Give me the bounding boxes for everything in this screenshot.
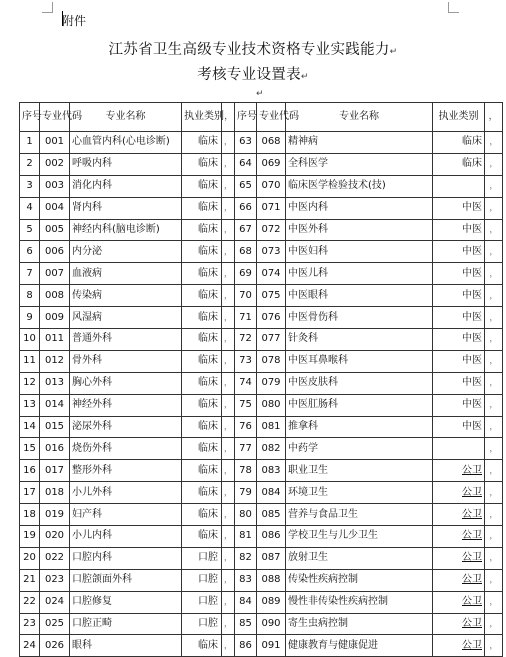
cell-no[interactable]: 7 [20, 263, 40, 285]
cell-name[interactable]: 神经外科 [70, 394, 182, 416]
cell-category[interactable]: 临床 [182, 350, 222, 372]
cell-no-right[interactable]: 81 [235, 526, 257, 548]
cell-code-right[interactable]: 079 [257, 372, 286, 394]
cell-mark-right[interactable]: ， [485, 482, 503, 504]
header-mark-right[interactable]: ， [485, 103, 503, 132]
header-name-right[interactable]: 专业名称 [286, 103, 433, 132]
cell-no-right[interactable]: 64 [235, 153, 257, 175]
cell-mark-right[interactable]: ， [485, 219, 503, 241]
cell-mark-right[interactable]: ， [485, 285, 503, 307]
cell-code[interactable]: 025 [40, 613, 70, 635]
cell-no[interactable]: 11 [20, 350, 40, 372]
cell-mark[interactable]: ， [222, 350, 235, 372]
cell-code-right[interactable]: 091 [257, 635, 286, 657]
cell-code[interactable]: 017 [40, 460, 70, 482]
cell-name[interactable]: 普通外科 [70, 329, 182, 351]
table-row [20, 547, 503, 569]
cell-code[interactable]: 012 [40, 350, 70, 372]
cell-code[interactable]: 009 [40, 307, 70, 329]
cell-name[interactable]: 心血管内科(心电诊断) [70, 132, 182, 154]
cell-category-right[interactable]: 中医 [433, 285, 485, 307]
cell-name-right[interactable]: 职业卫生 [286, 460, 433, 482]
cell-category-right[interactable]: 公卫 [433, 635, 485, 657]
cell-mark-right[interactable]: ， [485, 175, 503, 197]
table-row [20, 504, 503, 526]
table-row [20, 460, 503, 482]
title-line1-text: 江苏省卫生高级专业技术资格专业实践能力 [108, 42, 390, 58]
cell-no[interactable]: 6 [20, 241, 40, 263]
cell-no-right[interactable]: 74 [235, 372, 257, 394]
cell-mark[interactable]: ， [222, 569, 235, 591]
cell-mark[interactable]: ， [222, 307, 235, 329]
header-code[interactable]: 专业代码 [40, 103, 70, 132]
cell-code-right[interactable]: 069 [257, 153, 286, 175]
cell-mark-right[interactable]: ， [485, 132, 503, 154]
cell-mark-right[interactable]: ， [485, 547, 503, 569]
header-mark[interactable]: ， [222, 103, 235, 132]
cell-name-right[interactable]: 传染性疾病控制 [286, 569, 433, 591]
cell-no-right[interactable]: 83 [235, 569, 257, 591]
cell-mark[interactable]: ， [222, 526, 235, 548]
cell-code-right[interactable]: 085 [257, 504, 286, 526]
cell-name[interactable]: 口腔内科 [70, 547, 182, 569]
cell-no-right[interactable]: 66 [235, 197, 257, 219]
cell-category-right[interactable]: 临床 [433, 132, 485, 154]
cell-category[interactable]: 临床 [182, 635, 222, 657]
cell-category[interactable]: 临床 [182, 329, 222, 351]
cell-mark-right[interactable]: ， [485, 613, 503, 635]
title-line2-text: 考核专业设置表 [197, 67, 301, 83]
cell-mark-right[interactable]: ， [485, 526, 503, 548]
cell-code[interactable]: 013 [40, 372, 70, 394]
cell-name[interactable]: 风湿病 [70, 307, 182, 329]
cell-category-right[interactable]: 中医 [433, 372, 485, 394]
cell-mark-right[interactable]: ， [485, 416, 503, 438]
cell-mark[interactable]: ， [222, 329, 235, 351]
cell-mark-right[interactable]: ， [485, 307, 503, 329]
cell-no[interactable]: 10 [20, 329, 40, 351]
cell-code-right[interactable]: 073 [257, 241, 286, 263]
cell-no[interactable]: 3 [20, 175, 40, 197]
cell-name[interactable]: 小儿内科 [70, 526, 182, 548]
cell-no-right[interactable]: 63 [235, 132, 257, 154]
table-header-row [20, 103, 503, 132]
cell-mark[interactable]: ， [222, 153, 235, 175]
cell-code-right[interactable]: 074 [257, 263, 286, 285]
cell-category[interactable]: 临床 [182, 416, 222, 438]
cell-category-right[interactable]: 公卫 [433, 569, 485, 591]
cell-category-right[interactable]: 中医 [433, 329, 485, 351]
cell-name-right[interactable]: 全科医学 [286, 153, 433, 175]
cell-no[interactable]: 14 [20, 416, 40, 438]
cell-name[interactable]: 烧伤外科 [70, 438, 182, 460]
cell-code-right[interactable]: 082 [257, 438, 286, 460]
cell-no[interactable]: 1 [20, 132, 40, 154]
paragraph-mark-icon: ↵ [300, 72, 309, 82]
header-no[interactable]: 序号 [20, 103, 40, 132]
cell-category[interactable]: 临床 [182, 460, 222, 482]
cell-category[interactable]: 临床 [182, 153, 222, 175]
cell-mark-right[interactable]: ， [485, 569, 503, 591]
cell-no-right[interactable]: 86 [235, 635, 257, 657]
cell-category[interactable]: 临床 [182, 504, 222, 526]
cell-category-right[interactable]: 公卫 [433, 526, 485, 548]
cell-code[interactable]: 014 [40, 394, 70, 416]
cell-mark[interactable]: ， [222, 241, 235, 263]
document-title-line1[interactable] [0, 38, 506, 59]
table-row [20, 219, 503, 241]
cell-name[interactable]: 妇产科 [70, 504, 182, 526]
cell-code-right[interactable]: 081 [257, 416, 286, 438]
cell-code[interactable]: 008 [40, 285, 70, 307]
cell-code-right[interactable]: 077 [257, 329, 286, 351]
cell-code-right[interactable]: 078 [257, 350, 286, 372]
cell-code-right[interactable]: 090 [257, 613, 286, 635]
cell-no-right[interactable]: 79 [235, 482, 257, 504]
cell-category-right[interactable]: 中医 [433, 263, 485, 285]
cell-category[interactable]: 口腔 [182, 613, 222, 635]
cell-code-right[interactable]: 083 [257, 460, 286, 482]
cell-category-right[interactable]: 公卫 [433, 613, 485, 635]
cell-no[interactable]: 20 [20, 547, 40, 569]
cell-code-right[interactable]: 072 [257, 219, 286, 241]
cell-no[interactable]: 23 [20, 613, 40, 635]
cell-no[interactable]: 21 [20, 569, 40, 591]
cell-category-right[interactable]: 临床 [433, 153, 485, 175]
cell-category-right[interactable]: 公卫 [433, 591, 485, 613]
cell-no[interactable]: 4 [20, 197, 40, 219]
cell-no-right[interactable]: 71 [235, 307, 257, 329]
cell-mark-right[interactable]: ， [485, 263, 503, 285]
cell-no-right[interactable]: 78 [235, 460, 257, 482]
table-row [20, 591, 503, 613]
cell-name-right[interactable]: 学校卫生与儿少卫生 [286, 526, 433, 548]
table-row [20, 329, 503, 351]
cell-no[interactable]: 17 [20, 482, 40, 504]
cell-category[interactable]: 临床 [182, 263, 222, 285]
table-row [20, 197, 503, 219]
cell-name[interactable]: 口腔颌面外科 [70, 569, 182, 591]
cell-name[interactable]: 口腔修复 [70, 591, 182, 613]
cell-name[interactable]: 胸心外科 [70, 372, 182, 394]
cell-mark-right[interactable]: ， [485, 591, 503, 613]
cell-code-right[interactable]: 089 [257, 591, 286, 613]
cell-name-right[interactable]: 环境卫生 [286, 482, 433, 504]
cell-category-right[interactable]: 中医 [433, 350, 485, 372]
cell-code-right[interactable]: 068 [257, 132, 286, 154]
cell-no-right[interactable]: 67 [235, 219, 257, 241]
cell-name-right[interactable]: 健康教育与健康促进 [286, 635, 433, 657]
cell-name-right[interactable]: 中医肛肠科 [286, 394, 433, 416]
cell-code[interactable]: 022 [40, 547, 70, 569]
cell-name-right[interactable]: 寄生虫病控制 [286, 613, 433, 635]
table-row [20, 285, 503, 307]
cell-category[interactable]: 临床 [182, 482, 222, 504]
cell-name-right[interactable]: 中医外科 [286, 219, 433, 241]
cell-category-right[interactable] [433, 438, 485, 460]
cell-name-right[interactable]: 中医皮肤科 [286, 372, 433, 394]
cell-category-right[interactable]: 中医 [433, 219, 485, 241]
cell-code[interactable]: 007 [40, 263, 70, 285]
cell-name-right[interactable]: 中医妇科 [286, 241, 433, 263]
cell-category[interactable]: 口腔 [182, 569, 222, 591]
cell-code[interactable]: 023 [40, 569, 70, 591]
page-corner-mark-left [42, 2, 53, 13]
cell-name[interactable]: 神经内科(脑电诊断) [70, 219, 182, 241]
cell-category[interactable]: 临床 [182, 394, 222, 416]
paragraph-mark-icon: ↵ [389, 47, 398, 57]
table-row [20, 132, 503, 154]
table-row [20, 307, 503, 329]
cell-no-right[interactable]: 72 [235, 329, 257, 351]
cell-code-right[interactable]: 088 [257, 569, 286, 591]
cell-category[interactable]: 口腔 [182, 591, 222, 613]
cell-no-right[interactable]: 85 [235, 613, 257, 635]
cell-category-right[interactable]: 中医 [433, 416, 485, 438]
cell-mark[interactable]: ， [222, 285, 235, 307]
table-row [20, 635, 503, 657]
cell-category[interactable]: 临床 [182, 175, 222, 197]
specialty-table [19, 102, 503, 657]
cell-mark-right[interactable]: ， [485, 350, 503, 372]
cell-category[interactable]: 临床 [182, 372, 222, 394]
cell-mark[interactable]: ， [222, 591, 235, 613]
cell-mark[interactable]: ， [222, 504, 235, 526]
document-title-line2[interactable] [0, 63, 506, 84]
cell-code[interactable]: 026 [40, 635, 70, 657]
cell-name-right[interactable]: 推拿科 [286, 416, 433, 438]
cell-mark[interactable]: ， [222, 219, 235, 241]
table-row [20, 526, 503, 548]
cell-category[interactable]: 临床 [182, 219, 222, 241]
cell-code[interactable]: 011 [40, 329, 70, 351]
cell-name-right[interactable]: 中医眼科 [286, 285, 433, 307]
cell-name[interactable]: 小儿外科 [70, 482, 182, 504]
cell-name-right[interactable]: 针灸科 [286, 329, 433, 351]
cell-mark[interactable]: ， [222, 416, 235, 438]
cell-name-right[interactable]: 营养与食品卫生 [286, 504, 433, 526]
cell-mark[interactable]: ， [222, 372, 235, 394]
cell-code-right[interactable]: 076 [257, 307, 286, 329]
cell-no[interactable]: 13 [20, 394, 40, 416]
cell-category[interactable]: 临床 [182, 438, 222, 460]
cell-name-right[interactable]: 慢性非传染性疾病控制 [286, 591, 433, 613]
cell-no[interactable]: 24 [20, 635, 40, 657]
cell-category-right[interactable]: 公卫 [433, 547, 485, 569]
cell-mark-right[interactable]: ， [485, 329, 503, 351]
cell-category[interactable]: 临床 [182, 197, 222, 219]
cell-category[interactable]: 临床 [182, 526, 222, 548]
cell-category[interactable]: 临床 [182, 307, 222, 329]
cell-name[interactable]: 传染病 [70, 285, 182, 307]
cell-code[interactable]: 018 [40, 482, 70, 504]
cell-name[interactable]: 泌尿外科 [70, 416, 182, 438]
cell-code[interactable]: 024 [40, 591, 70, 613]
cell-code[interactable]: 004 [40, 197, 70, 219]
cell-mark[interactable]: ， [222, 438, 235, 460]
table-row [20, 372, 503, 394]
cell-no[interactable]: 22 [20, 591, 40, 613]
cell-no-right[interactable]: 77 [235, 438, 257, 460]
cell-category-right[interactable]: 中医 [433, 241, 485, 263]
cell-code-right[interactable]: 071 [257, 197, 286, 219]
cell-mark-right[interactable]: ， [485, 372, 503, 394]
cell-no[interactable]: 15 [20, 438, 40, 460]
cell-no-right[interactable]: 76 [235, 416, 257, 438]
cell-category-right[interactable]: 中医 [433, 307, 485, 329]
paragraph-mark-icon: ↵ [256, 89, 264, 99]
cell-mark-right[interactable]: ， [485, 241, 503, 263]
cell-mark-right[interactable]: ， [485, 635, 503, 657]
cell-name-right[interactable]: 中医耳鼻喉科 [286, 350, 433, 372]
cell-code[interactable]: 003 [40, 175, 70, 197]
cell-mark[interactable]: ， [222, 460, 235, 482]
page-corner-mark-right [448, 2, 459, 13]
cell-mark[interactable]: ， [222, 613, 235, 635]
cell-code[interactable]: 019 [40, 504, 70, 526]
table-row [20, 153, 503, 175]
table-row [20, 175, 503, 197]
cell-category-right[interactable]: 中医 [433, 197, 485, 219]
cell-code[interactable]: 016 [40, 438, 70, 460]
table-row [20, 350, 503, 372]
header-category[interactable]: 执业类别 [182, 103, 222, 132]
cell-code-right[interactable]: 087 [257, 547, 286, 569]
cell-mark[interactable]: ， [222, 394, 235, 416]
cell-code-right[interactable]: 086 [257, 526, 286, 548]
cell-code[interactable]: 002 [40, 153, 70, 175]
cell-mark-right[interactable]: ， [485, 197, 503, 219]
header-category-right[interactable]: 执业类别 [433, 103, 485, 132]
cell-category-right[interactable]: 公卫 [433, 460, 485, 482]
table-row [20, 482, 503, 504]
cell-code-right[interactable]: 080 [257, 394, 286, 416]
cell-no[interactable]: 12 [20, 372, 40, 394]
cell-mark[interactable]: ， [222, 482, 235, 504]
cell-category-right[interactable]: 中医 [433, 394, 485, 416]
cell-category[interactable]: 临床 [182, 241, 222, 263]
cell-code[interactable]: 001 [40, 132, 70, 154]
table-row [20, 241, 503, 263]
cell-no-right[interactable]: 80 [235, 504, 257, 526]
table-row [20, 416, 503, 438]
cell-category-right[interactable] [433, 175, 485, 197]
cell-category[interactable]: 临床 [182, 132, 222, 154]
header-no-right[interactable]: 序号 [235, 103, 257, 132]
cell-category[interactable]: 口腔 [182, 547, 222, 569]
cell-name-right[interactable]: 放射卫生 [286, 547, 433, 569]
cell-category-right[interactable]: 公卫 [433, 482, 485, 504]
cell-no[interactable]: 8 [20, 285, 40, 307]
cell-no[interactable]: 2 [20, 153, 40, 175]
cell-no-right[interactable]: 73 [235, 350, 257, 372]
table-row [20, 613, 503, 635]
cell-name-right[interactable]: 中医儿科 [286, 263, 433, 285]
cell-name[interactable]: 口腔正畸 [70, 613, 182, 635]
cell-no-right[interactable]: 70 [235, 285, 257, 307]
cell-code[interactable]: 006 [40, 241, 70, 263]
cell-name[interactable]: 肾内科 [70, 197, 182, 219]
cell-mark[interactable]: ， [222, 547, 235, 569]
cell-code-right[interactable]: 075 [257, 285, 286, 307]
cell-mark[interactable]: ， [222, 263, 235, 285]
attachment-label[interactable]: 附件 [62, 14, 87, 28]
cell-no-right[interactable]: 82 [235, 547, 257, 569]
cell-name[interactable]: 血液病 [70, 263, 182, 285]
cell-name[interactable]: 内分泌 [70, 241, 182, 263]
cell-code-right[interactable]: 070 [257, 175, 286, 197]
cell-no-right[interactable]: 65 [235, 175, 257, 197]
cell-no[interactable]: 19 [20, 526, 40, 548]
cell-mark[interactable]: ， [222, 132, 235, 154]
cell-no-right[interactable]: 75 [235, 394, 257, 416]
cell-name-right[interactable]: 精神病 [286, 132, 433, 154]
cell-code[interactable]: 015 [40, 416, 70, 438]
cell-mark[interactable]: ， [222, 175, 235, 197]
cell-mark-right[interactable]: ， [485, 394, 503, 416]
cell-name-right[interactable]: 中医内科 [286, 197, 433, 219]
table-row [20, 394, 503, 416]
cell-category[interactable]: 临床 [182, 285, 222, 307]
cell-category-right[interactable]: 公卫 [433, 504, 485, 526]
table-row [20, 569, 503, 591]
cell-code[interactable]: 020 [40, 526, 70, 548]
cell-name[interactable]: 眼科 [70, 635, 182, 657]
cell-name[interactable]: 骨外科 [70, 350, 182, 372]
table-row [20, 438, 503, 460]
cell-mark[interactable]: ， [222, 635, 235, 657]
cell-no-right[interactable]: 69 [235, 263, 257, 285]
cell-no-right[interactable]: 68 [235, 241, 257, 263]
table-row [20, 263, 503, 285]
cell-name[interactable]: 消化内科 [70, 175, 182, 197]
cell-no[interactable]: 16 [20, 460, 40, 482]
cell-mark-right[interactable]: ， [485, 504, 503, 526]
header-code-right[interactable]: 专业代码 [257, 103, 286, 132]
cell-name[interactable]: 整形外科 [70, 460, 182, 482]
cell-code[interactable]: 005 [40, 219, 70, 241]
cell-name-right[interactable]: 中药学 [286, 438, 433, 460]
cell-code-right[interactable]: 084 [257, 482, 286, 504]
cell-mark[interactable]: ， [222, 197, 235, 219]
cell-name-right[interactable]: 临床医学检验技术(技) [286, 175, 433, 197]
cell-no[interactable]: 18 [20, 504, 40, 526]
cell-no[interactable]: 9 [20, 307, 40, 329]
cell-name[interactable]: 呼吸内科 [70, 153, 182, 175]
cell-mark-right[interactable]: ， [485, 438, 503, 460]
header-name[interactable]: 专业名称 [70, 103, 182, 132]
cell-mark-right[interactable]: ， [485, 460, 503, 482]
cell-no-right[interactable]: 84 [235, 591, 257, 613]
cell-mark-right[interactable]: ， [485, 153, 503, 175]
cell-name-right[interactable]: 中医骨伤科 [286, 307, 433, 329]
cell-no[interactable]: 5 [20, 219, 40, 241]
